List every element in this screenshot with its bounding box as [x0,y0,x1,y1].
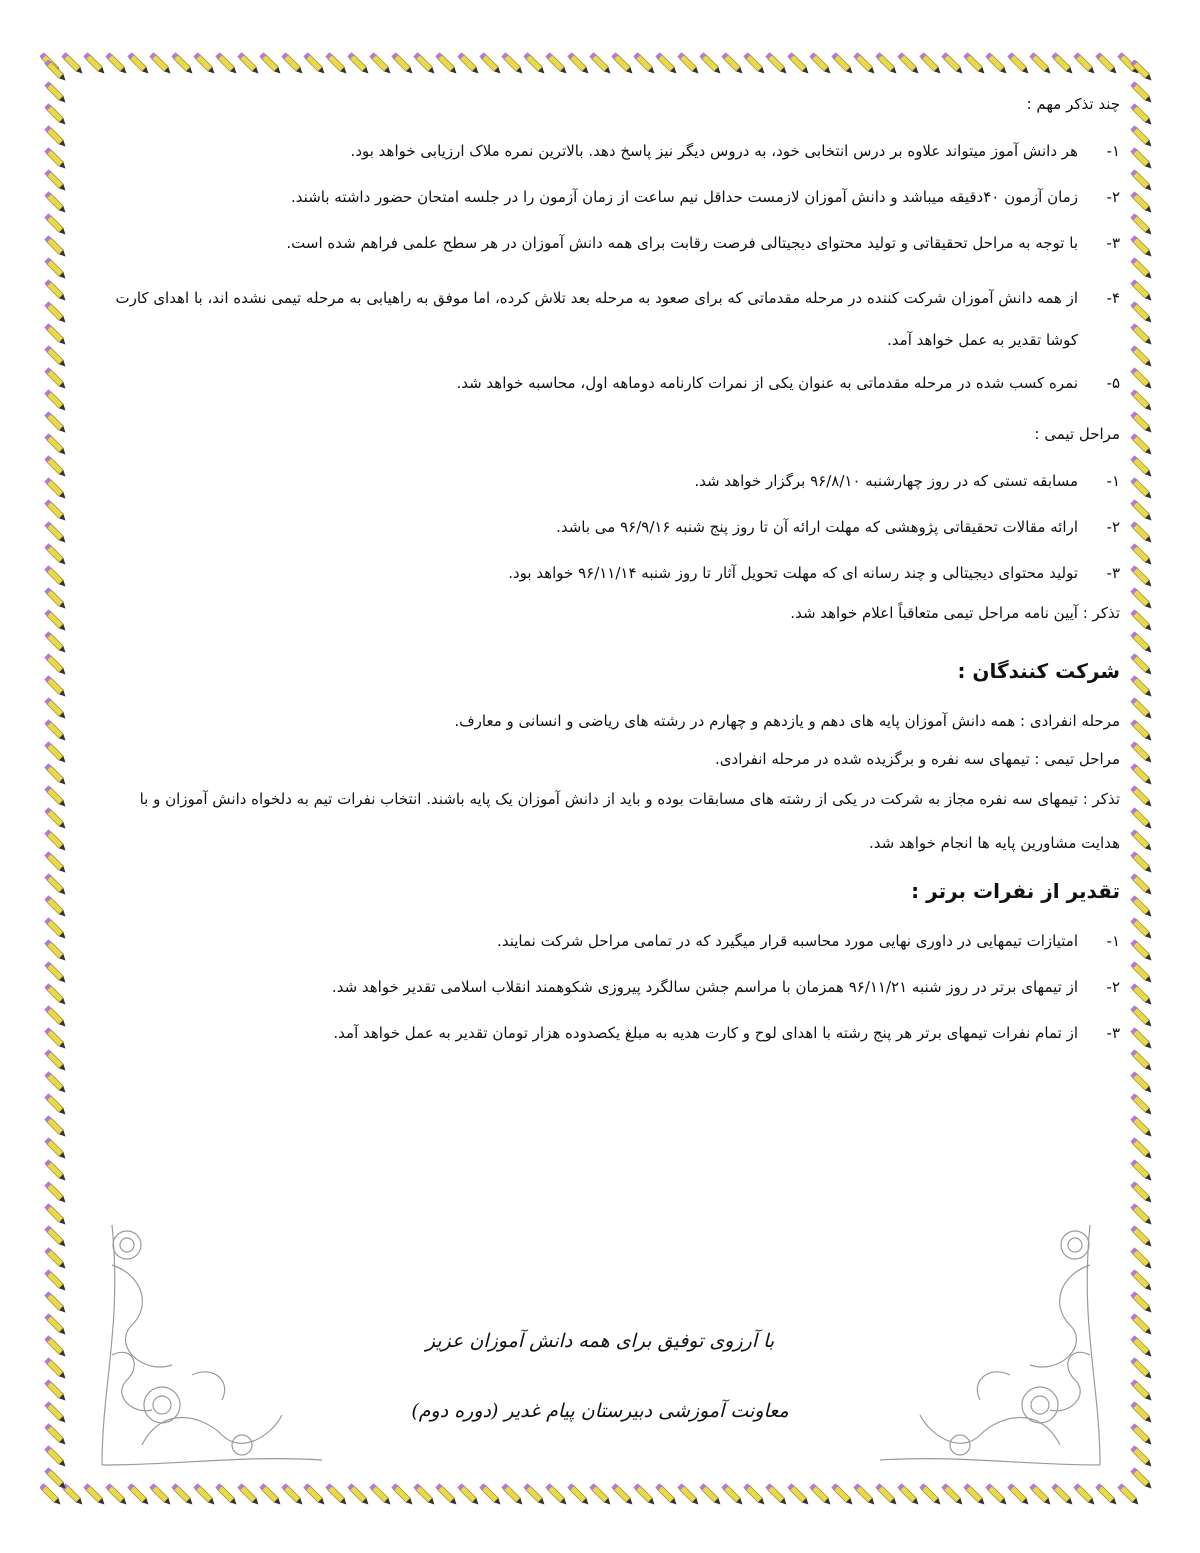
list-item [110,469,1120,493]
pencil-icon [83,52,106,75]
pencil-icon [831,1483,854,1506]
pencil-icon [44,1181,67,1204]
list-item [110,185,1120,209]
pencil-icon [1130,455,1153,478]
pencil-icon [787,52,810,75]
pencil-icon [721,52,744,75]
pencil-icon [215,52,238,75]
notes-list [110,139,1120,395]
pencil-icon [44,609,67,632]
pencil-border-top [40,52,1160,78]
pencil-icon [1130,873,1153,896]
pencil-icon [44,81,67,104]
pencil-icon [44,1335,67,1358]
pencil-icon [743,52,766,75]
item-number: ۳- [1106,1024,1120,1042]
pencil-icon [44,1049,67,1072]
pencil-icon [44,675,67,698]
participants-note: تذکر : تیمهای سه نفره مجاز به شرکت در یکی از رشته های مسابقات بوده و باید از دانش آموزان یک پایه باشند. انتخاب نفرات تیم به دلخواه دانش آموزان و با هدایت مشاورین پایه ها انجام خواهد شد. [139,790,1120,852]
list-item [110,515,1120,539]
document-body [110,95,1120,1067]
pencil-icon [44,125,67,148]
pencil-icon [655,1483,678,1506]
pencil-icon [44,1291,67,1314]
pencil-border-right [1130,60,1156,1500]
pencil-icon [1051,1483,1074,1506]
item-number: ۴- [1106,289,1120,307]
pencil-icon [501,52,524,75]
item-text: با توجه به مراحل تحقیقاتی و تولید محتوای دیجیتالی فرصت رقابت برای همه دانش آموزان در هر سطح علمی فراهم شده است. [286,234,1078,252]
pencil-icon [44,1137,67,1160]
pencil-icon [303,52,326,75]
pencil-icon [633,1483,656,1506]
pencil-icon [44,1313,67,1336]
pencil-icon [1007,1483,1030,1506]
pencil-icon [853,1483,876,1506]
pencil-icon [1130,411,1153,434]
pencil-icon [44,939,67,962]
list-item [110,139,1120,163]
pencil-icon [919,1483,942,1506]
pencil-icon [1130,433,1153,456]
pencil-icon [1130,785,1153,808]
pencil-icon [1130,1291,1153,1314]
item-text: امتیازات تیمهایی در داوری نهایی مورد محاسبه قرار میگیرد که در تمامی مراحل شرکت نمایند. [497,932,1078,950]
awards-title: تقدیر از نفرات برتر : [911,879,1120,903]
pencil-icon [1130,103,1153,126]
pencil-icon [1130,697,1153,720]
pencil-icon [1130,1313,1153,1336]
item-text: ارائه مقالات تحقیقاتی پژوهشی که مهلت ارائه آن تا روز پنج شنبه ۹۶/۹/۱۶ می باشد. [556,518,1078,536]
pencil-border-left [44,60,70,1500]
closing-signature: معاونت آموزشی دبیرستان پیام غدیر (دوره دوم) [411,1400,789,1422]
pencil-icon [1073,52,1096,75]
pencil-icon [633,52,656,75]
pencil-icon [1130,763,1153,786]
pencil-icon [44,631,67,654]
pencil-icon [1130,983,1153,1006]
pencil-icon [44,1379,67,1402]
pencil-icon [281,52,304,75]
participants-team: مراحل تیمی : تیمهای سه نفره و برگزیده شده در مرحله انفرادی. [715,750,1120,768]
participants-individual: مرحله انفرادی : همه دانش آموزان پایه های دهم و یازدهم و چهارم در رشته های ریاضی و انسانی و معارف. [454,712,1120,730]
pencil-icon [1130,1401,1153,1424]
pencil-icon [44,1247,67,1270]
pencil-icon [259,1483,282,1506]
pencil-icon [1130,257,1153,280]
item-text: از تمام نفرات تیمهای برتر هر پنج رشته با اهدای لوح و کارت هدیه به مبلغ یکصدوده هزار تومان تقدیر به عمل خواهد آمد. [333,1024,1078,1042]
pencil-icon [1130,543,1153,566]
pencil-icon [1130,1225,1153,1248]
pencil-icon [1130,1269,1153,1292]
pencil-icon [281,1483,304,1506]
pencil-icon [44,1027,67,1050]
list-item [110,1021,1120,1045]
pencil-icon [369,52,392,75]
pencil-icon [259,52,282,75]
pencil-icon [44,1423,67,1446]
pencil-icon [809,52,832,75]
pencil-icon [171,52,194,75]
pencil-icon [1007,52,1030,75]
pencil-icon [44,741,67,764]
pencil-icon [44,1159,67,1182]
item-number: ۳- [1106,564,1120,582]
pencil-icon [44,697,67,720]
pencil-icon [44,191,67,214]
pencil-icon [1130,1071,1153,1094]
pencil-icon [611,1483,634,1506]
pencil-icon [567,52,590,75]
pencil-icon [1130,1181,1153,1204]
pencil-icon [611,52,634,75]
item-text: هر دانش آموز میتواند علاوه بر درس انتخابی خود، به دروس دیگر نیز پاسخ دهد. بالاترین نمره ملاک ارزیابی خواهد بود. [350,142,1078,160]
pencil-icon [985,52,1008,75]
pencil-icon [677,52,700,75]
pencil-icon [875,1483,898,1506]
pencil-icon [44,983,67,1006]
pencil-icon [875,52,898,75]
pencil-icon [149,52,172,75]
item-number: ۲- [1106,188,1120,206]
pencil-icon [1130,81,1153,104]
item-text: تولید محتوای دیجیتالی و چند رسانه ای که مهلت تحویل آثار تا روز شنبه ۹۶/۱۱/۱۴ خواهد بود. [508,564,1078,582]
pencil-icon [1130,169,1153,192]
pencil-icon [1130,345,1153,368]
pencil-icon [457,52,480,75]
pencil-icon [1130,851,1153,874]
pencil-icon [391,1483,414,1506]
pencil-icon [44,807,67,830]
team-stages-list [110,469,1120,585]
pencil-icon [963,1483,986,1506]
pencil-icon [1130,1093,1153,1116]
item-text: از همه دانش آموزان شرکت کننده در مرحله مقدماتی که برای صعود به مرحله بعد تلاش کرده، اما موفق به راهیابی به مرحله تیمی نشده اند، با اهدای کارت کوشا تقدیر به عمل خواهد آمد. [115,289,1078,349]
floral-ornament-left-icon [82,1205,332,1475]
pencil-icon [44,235,67,258]
pencil-icon [325,52,348,75]
pencil-icon [941,52,964,75]
pencil-icon [44,367,67,390]
pencil-icon [567,1483,590,1506]
pencil-icon [44,477,67,500]
pencil-icon [44,301,67,324]
pencil-icon [787,1483,810,1506]
pencil-icon [44,1357,67,1380]
pencil-icon [44,499,67,522]
pencil-icon [44,587,67,610]
list-item [110,929,1120,953]
pencil-icon [831,52,854,75]
item-number: ۲- [1106,978,1120,996]
pencil-border-bottom [40,1483,1160,1509]
pencil-icon [44,1093,67,1116]
pencil-icon [721,1483,744,1506]
pencil-icon [1051,52,1074,75]
item-number: ۲- [1106,518,1120,536]
pencil-icon [149,1483,172,1506]
pencil-icon [44,851,67,874]
pencil-icon [44,213,67,236]
pencil-icon [897,1483,920,1506]
pencil-icon [44,1467,67,1490]
pencil-icon [44,257,67,280]
pencil-icon [1130,323,1153,346]
pencil-icon [44,1203,67,1226]
pencil-icon [1130,961,1153,984]
pencil-icon [1130,213,1153,236]
pencil-icon [1130,895,1153,918]
pencil-icon [44,763,67,786]
pencil-icon [1130,1115,1153,1138]
pencil-icon [699,52,722,75]
pencil-icon [44,323,67,346]
pencil-icon [1029,1483,1052,1506]
pencil-icon [44,1115,67,1138]
pencil-icon [1130,631,1153,654]
pencil-icon [1130,1335,1153,1358]
pencil-icon [765,52,788,75]
item-number: ۱- [1106,932,1120,950]
list-item [110,231,1120,255]
pencil-icon [171,1483,194,1506]
pencil-icon [237,52,260,75]
pencil-icon [1130,235,1153,258]
team-stages-note: تذکر : آیین نامه مراحل تیمی متعاقباً اعلام خواهد شد. [790,604,1120,622]
pencil-icon [1130,653,1153,676]
pencil-icon [1130,1467,1153,1490]
pencil-icon [44,1225,67,1248]
pencil-icon [1130,1137,1153,1160]
list-item [110,277,1120,361]
pencil-icon [1130,499,1153,522]
item-number: ۳- [1106,234,1120,252]
pencil-icon [44,543,67,566]
pencil-icon [1130,191,1153,214]
pencil-icon [347,52,370,75]
pencil-icon [523,1483,546,1506]
item-number: ۱- [1106,472,1120,490]
pencil-icon [1130,1049,1153,1072]
participants-title: شرکت کنندگان : [957,659,1120,683]
floral-ornament-right-icon [870,1205,1120,1475]
pencil-icon [545,1483,568,1506]
pencil-icon [1130,1423,1153,1446]
pencil-icon [1130,829,1153,852]
pencil-icon [1130,1445,1153,1468]
pencil-icon [435,52,458,75]
pencil-icon [44,873,67,896]
pencil-icon [105,1483,128,1506]
pencil-icon [44,829,67,852]
notes-title: چند تذکر مهم : [1026,95,1120,113]
pencil-icon [44,1005,67,1028]
pencil-icon [369,1483,392,1506]
pencil-icon [44,1071,67,1094]
pencil-icon [1130,939,1153,962]
pencil-icon [545,52,568,75]
pencil-icon [1130,60,1153,83]
awards-list [110,929,1120,1045]
pencil-icon [105,52,128,75]
pencil-icon [303,1483,326,1506]
pencil-icon [1130,367,1153,390]
item-text: از تیمهای برتر در روز شنبه ۹۶/۱۱/۲۱ همزمان با مراسم جشن سالگرد پیروزی شکوهمند انقلاب اسلامی تقدیر خواهد شد. [331,978,1078,996]
pencil-icon [699,1483,722,1506]
pencil-icon [44,389,67,412]
pencil-icon [44,455,67,478]
pencil-icon [677,1483,700,1506]
pencil-icon [215,1483,238,1506]
list-item [110,975,1120,999]
pencil-icon [1130,719,1153,742]
pencil-icon [1130,1357,1153,1380]
item-text: مسابقه تستی که در روز چهارشنبه ۹۶/۸/۱۰ برگزار خواهد شد. [694,472,1078,490]
item-text: نمره کسب شده در مرحله مقدماتی به عنوان یکی از نمرات کارنامه دوماهه اول، محاسبه خواهد شد. [456,374,1078,392]
list-item [110,371,1120,395]
pencil-icon [44,433,67,456]
pencil-icon [853,52,876,75]
pencil-icon [44,653,67,676]
pencil-icon [1130,807,1153,830]
pencil-icon [347,1483,370,1506]
pencil-icon [391,52,414,75]
pencil-icon [44,1269,67,1292]
pencil-icon [44,961,67,984]
pencil-icon [1130,587,1153,610]
pencil-icon [1073,1483,1096,1506]
pencil-icon [743,1483,766,1506]
list-item [110,561,1120,585]
pencil-icon [1130,147,1153,170]
pencil-icon [44,103,67,126]
pencil-icon [457,1483,480,1506]
pencil-icon [1130,125,1153,148]
closing-wish: با آرزوی توفیق برای همه دانش آموزان عزیز [425,1330,775,1352]
pencil-icon [1130,389,1153,412]
pencil-icon [44,719,67,742]
pencil-icon [193,52,216,75]
pencil-icon [655,52,678,75]
pencil-icon [1130,917,1153,940]
pencil-icon [1130,565,1153,588]
pencil-icon [1130,1159,1153,1182]
pencil-icon [589,52,612,75]
pencil-icon [523,52,546,75]
pencil-icon [44,917,67,940]
pencil-icon [1130,521,1153,544]
pencil-icon [127,1483,150,1506]
pencil-icon [237,1483,260,1506]
pencil-icon [1130,1247,1153,1270]
pencil-icon [1130,301,1153,324]
pencil-icon [325,1483,348,1506]
pencil-icon [44,279,67,302]
pencil-icon [44,521,67,544]
pencil-icon [44,345,67,368]
pencil-icon [1130,279,1153,302]
pencil-icon [44,411,67,434]
pencil-icon [919,52,942,75]
pencil-icon [479,52,502,75]
pencil-icon [44,1445,67,1468]
pencil-icon [1130,1005,1153,1028]
pencil-icon [589,1483,612,1506]
pencil-icon [44,895,67,918]
pencil-icon [44,1401,67,1424]
pencil-icon [44,60,67,83]
pencil-icon [413,1483,436,1506]
item-number: ۵- [1106,374,1120,392]
team-stages-title: مراحل تیمی : [1034,425,1120,443]
pencil-icon [985,1483,1008,1506]
pencil-icon [897,52,920,75]
pencil-icon [44,565,67,588]
pencil-icon [1130,1203,1153,1226]
pencil-icon [1095,52,1118,75]
item-number: ۱- [1106,142,1120,160]
pencil-icon [501,1483,524,1506]
pencil-icon [1130,609,1153,632]
pencil-icon [1130,741,1153,764]
pencil-icon [193,1483,216,1506]
pencil-icon [44,785,67,808]
pencil-icon [435,1483,458,1506]
pencil-icon [127,52,150,75]
pencil-icon [1130,675,1153,698]
pencil-icon [83,1483,106,1506]
pencil-icon [1130,477,1153,500]
item-text: زمان آزمون ۴۰دقیقه میباشد و دانش آموزان لازمست حداقل نیم ساعت از زمان آزمون را در جلسه امتحان حضور داشته باشند. [291,188,1078,206]
pencil-icon [941,1483,964,1506]
pencil-icon [44,147,67,170]
pencil-icon [44,169,67,192]
pencil-icon [479,1483,502,1506]
pencil-icon [1029,52,1052,75]
pencil-icon [413,52,436,75]
pencil-icon [809,1483,832,1506]
pencil-icon [963,52,986,75]
pencil-icon [765,1483,788,1506]
pencil-icon [1130,1027,1153,1050]
pencil-icon [1130,1379,1153,1402]
pencil-icon [1095,1483,1118,1506]
